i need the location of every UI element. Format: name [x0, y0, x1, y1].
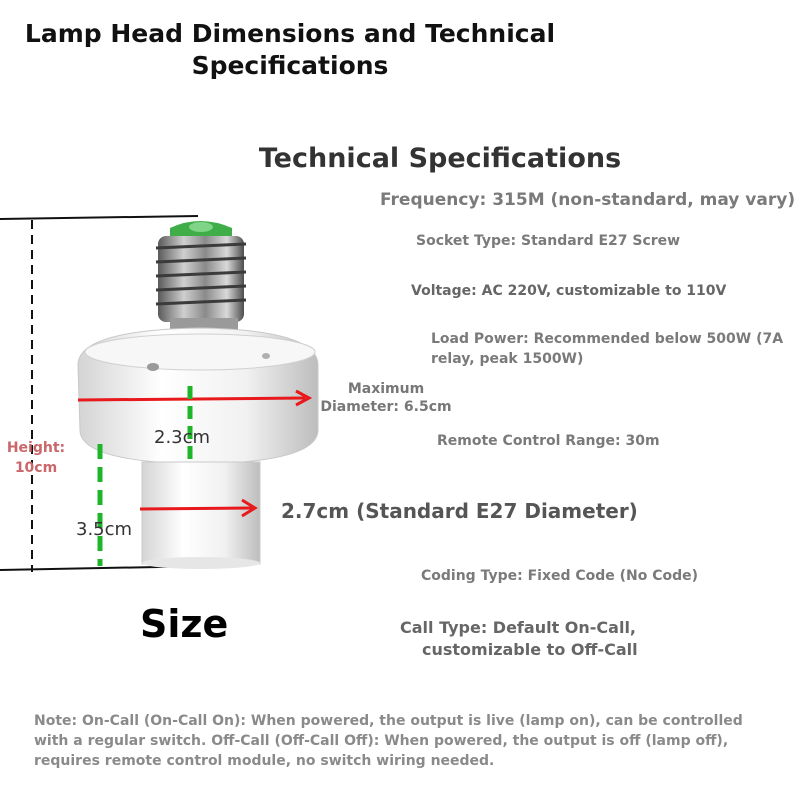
- spec-load-power: Load Power: Recommended below 500W (7A relay, peak 1500W): [431, 331, 784, 367]
- call-type-note: Note: On-Call (On-Call On): When powered, the output is live (lamp on), can be controlled with a regular switch. Off-Call (Off-Call Off): When powered, the output is off (lamp off), requires remote control module, no switch wiring needed.: [34, 713, 743, 769]
- spec-coding-type: Coding Type: Fixed Code (No Code): [421, 568, 699, 584]
- spec-call-type-line1: Call Type: Default On-Call,: [400, 618, 636, 637]
- base-diameter-label: 2.7cm (Standard E27 Diameter): [281, 499, 638, 523]
- base-height-label: 3.5cm: [76, 519, 133, 540]
- size-label: Size: [140, 602, 229, 646]
- spec-voltage: Voltage: AC 220V, customizable to 110V: [411, 283, 727, 299]
- spec-call-type: [400, 617, 660, 661]
- page-title: Lamp Head Dimensions and Technical Specifications: [24, 19, 556, 80]
- height-label: Height: 10cm: [6, 440, 66, 476]
- spec-heading: Technical Specifications: [258, 143, 622, 174]
- collar-height-label: 2.3cm: [154, 427, 211, 448]
- spec-frequency: Frequency: 315M (non-standard, may vary): [380, 190, 796, 210]
- screw-base: [156, 221, 246, 332]
- spec-socket-type: Socket Type: Standard E27 Screw: [416, 233, 681, 249]
- max-diameter-label: Maximum Diameter: 6.5cm: [320, 381, 452, 415]
- spec-remote-range: Remote Control Range: 30m: [437, 433, 660, 449]
- spec-call-type-line2: customizable to Off-Call: [422, 640, 638, 659]
